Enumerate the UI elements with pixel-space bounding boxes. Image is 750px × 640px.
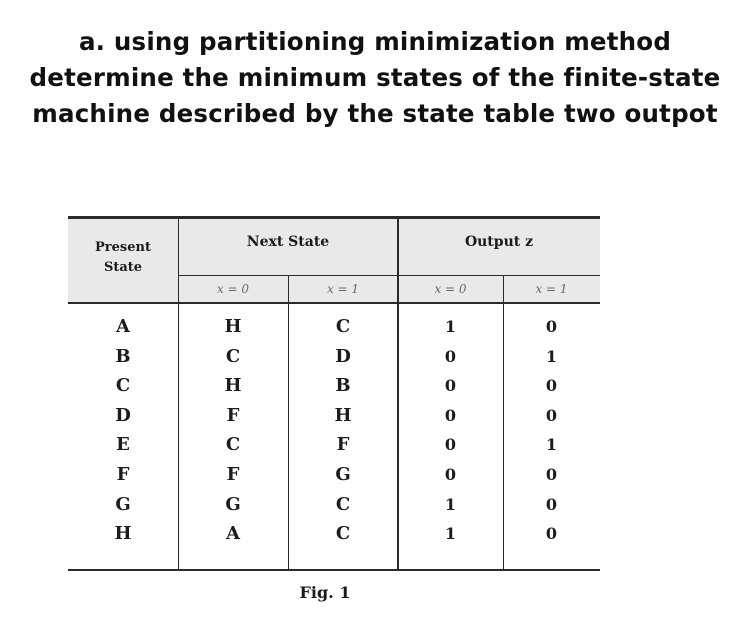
table-cell: A xyxy=(116,316,130,337)
table-cell: 0 xyxy=(444,405,457,425)
table-cell: G xyxy=(335,463,351,485)
table-cell: C xyxy=(335,523,351,545)
table-cell: H xyxy=(334,404,352,426)
table-cell: 0 xyxy=(545,376,558,396)
subheader-next-x1: x = 1 xyxy=(326,282,360,296)
subheader-output-x1: x = 1 xyxy=(535,282,568,296)
table-cell: 0 xyxy=(545,464,558,484)
table-cell: 0 xyxy=(545,317,558,336)
column-output-x1 xyxy=(503,312,600,549)
table-cell: 1 xyxy=(444,494,457,514)
table-top-rule xyxy=(68,216,600,219)
table-cell: 0 xyxy=(444,376,457,396)
table-cell: E xyxy=(116,434,130,456)
table-cell: D xyxy=(115,404,131,426)
table-cell: 1 xyxy=(545,346,558,366)
table-cell: F xyxy=(116,463,130,485)
subheader-next-x0: x = 0 xyxy=(216,282,250,296)
question-line-2: determine the minimum states of the finite-state xyxy=(29,63,721,92)
column-output-x0 xyxy=(398,312,503,549)
table-cell: 0 xyxy=(444,435,457,455)
table-cell: 0 xyxy=(444,346,457,366)
header-present-state: Present State xyxy=(95,240,151,275)
table-cell: 0 xyxy=(444,464,457,484)
table-cell: C xyxy=(335,316,351,337)
column-next-x0 xyxy=(178,312,288,549)
column-present-state xyxy=(68,312,178,549)
table-cell: C xyxy=(225,345,241,367)
table-cell: G xyxy=(225,493,241,515)
table-cell: 1 xyxy=(444,524,457,544)
table-cell: B xyxy=(115,345,131,367)
subheader-output-x0: x = 0 xyxy=(434,282,467,296)
table-cell: G xyxy=(115,493,131,515)
figure-caption: Fig. 1 xyxy=(299,583,351,602)
state-table xyxy=(68,216,600,572)
table-cell: 0 xyxy=(545,494,558,514)
table-cell: F xyxy=(226,463,240,485)
table-cell: H xyxy=(224,375,242,397)
table-cell: D xyxy=(335,345,351,367)
header-bottom-rule xyxy=(68,302,600,304)
column-next-x1 xyxy=(288,312,398,549)
table-cell: 1 xyxy=(444,317,457,336)
question-line-1: a. using partitioning minimization method xyxy=(78,27,672,56)
table-cell: 1 xyxy=(545,435,558,455)
table-cell: H xyxy=(114,523,132,545)
table-bottom-rule xyxy=(68,569,600,571)
question-text xyxy=(0,24,750,132)
table-cell: C xyxy=(335,493,351,515)
subheader-rule xyxy=(178,275,600,276)
table-cell: F xyxy=(226,404,240,426)
table-cell: C xyxy=(225,434,241,456)
header-output: Output z xyxy=(464,234,534,250)
table-cell: A xyxy=(226,523,240,545)
header-next-state: Next State xyxy=(246,234,330,250)
question-line-3: machine described by the state table two outpot xyxy=(32,99,718,128)
table-cell: B xyxy=(335,375,351,397)
table-cell: C xyxy=(115,375,131,397)
table-cell: H xyxy=(224,316,242,337)
table-cell: 0 xyxy=(545,405,558,425)
table-cell: F xyxy=(336,434,350,456)
table-cell: 0 xyxy=(545,524,558,544)
